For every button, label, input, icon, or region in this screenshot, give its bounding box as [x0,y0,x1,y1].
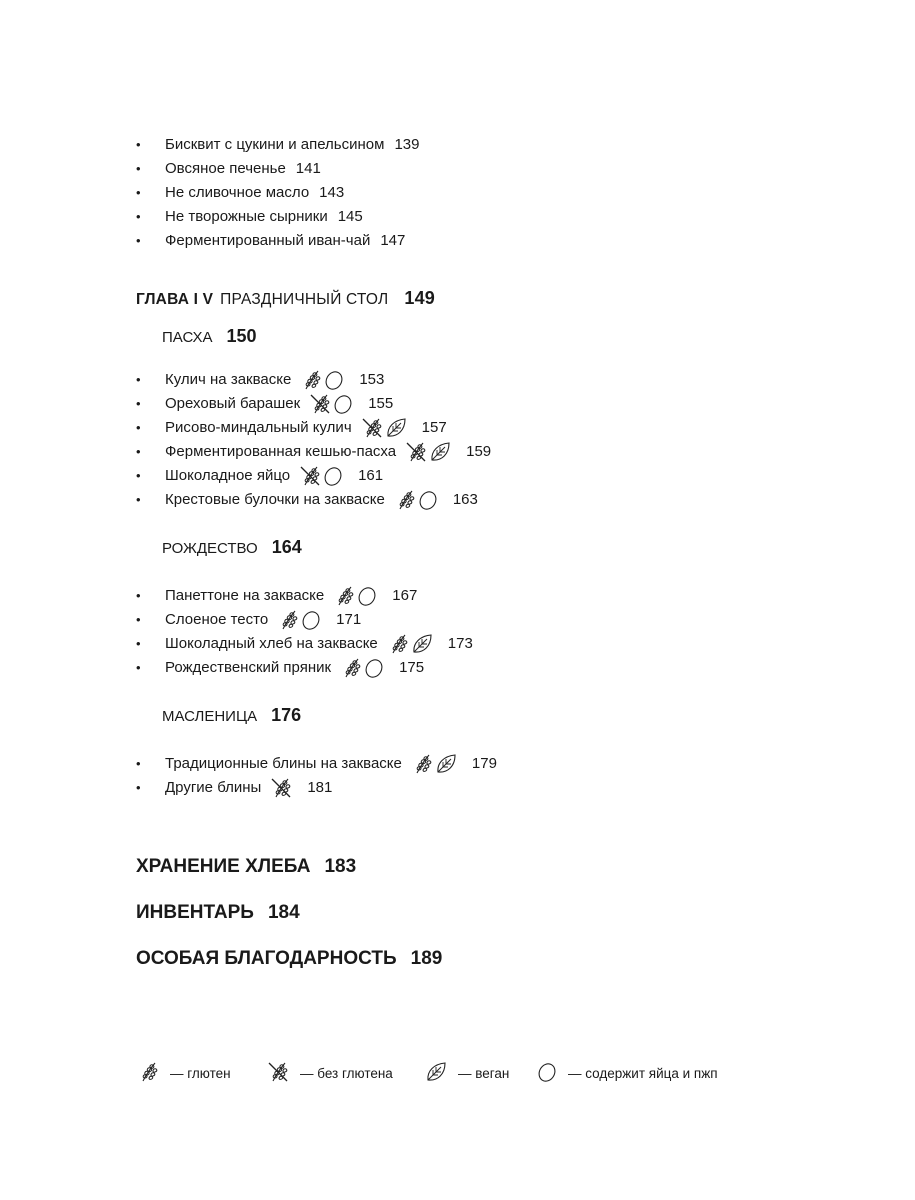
bullet: • [136,372,141,387]
section-page: 164 [271,537,302,557]
entry-page: 189 [410,948,443,969]
section-title: РОЖДЕСТВО [162,540,258,557]
toc-item-page: 153 [359,371,385,388]
bullet: • [136,185,141,200]
toc-item-title: Бисквит с цукини и апельсином [165,136,385,153]
toc-item-page: 143 [319,184,345,201]
toc-item[interactable] [136,205,419,229]
toc-item[interactable] [136,368,491,392]
toc-list-easter [136,368,491,512]
legend-item-gluten-free [266,1060,424,1087]
bullet: • [136,756,141,771]
toc-item[interactable] [136,157,419,181]
egg-icon [417,488,439,512]
bullet: • [136,612,141,627]
bullet: • [136,161,141,176]
toc-item[interactable] [136,584,473,608]
toc-item-title: Шоколадное яйцо [165,467,291,484]
chapter-page: 149 [404,288,435,308]
entry-title: ОСОБАЯ БЛАГОДАРНОСТЬ [136,948,397,969]
toc-item[interactable] [136,392,491,416]
gluten-icon [386,632,410,656]
gluten-icon [410,752,434,776]
bullet: • [136,660,141,675]
vegan-icon [434,752,458,776]
diet-icons [360,416,408,440]
chapter-title: ПРАЗДНИЧНЫЙ СТОЛ [220,291,389,308]
gluten-icon [136,1060,160,1084]
diet-icons [299,368,345,392]
egg-icon [322,464,344,488]
toc-item-title: Ореховый барашек [165,395,301,412]
toc-item[interactable] [136,229,419,253]
toc-item-title: Не сливочное масло [165,184,310,201]
toc-item[interactable] [136,488,491,512]
diet-icons [332,584,378,608]
bullet: • [136,137,141,152]
gluten-free-icon [266,1060,290,1084]
toc-item-page: 175 [399,659,425,676]
toc-item-title: Рождественский пряник [165,659,332,676]
toc-item-page: 141 [295,160,321,177]
legend-icon [536,1060,558,1087]
toc-item-title: Другие блины [165,779,262,796]
egg-icon [332,392,354,416]
vegan-icon [428,440,452,464]
section-heading-maslenitsa[interactable] [162,705,301,726]
bullet: • [136,209,141,224]
toc-item-page: 145 [337,208,363,225]
gluten-icon [393,488,417,512]
section-page: 176 [271,705,302,725]
bullet: • [136,468,141,483]
toc-entry-acknowledgements[interactable] [136,948,442,970]
gluten-icon [339,656,363,680]
icon-legend [136,1060,718,1086]
bullet: • [136,233,141,248]
legend-label: — без глютена [300,1065,393,1081]
vegan-icon [384,416,408,440]
toc-item[interactable] [136,632,473,656]
chapter-label: ГЛАВА I V [136,291,214,308]
toc-item-title: Кулич на закваске [165,371,292,388]
toc-item-title: Традиционные блины на закваске [165,755,402,772]
toc-item-title: Ферментированный иван-чай [165,232,371,249]
diet-icons [386,632,434,656]
gluten-free-icon [308,392,332,416]
entry-title: ИНВЕНТАРЬ [136,902,254,923]
diet-icons [404,440,452,464]
toc-item-title: Рисово-миндальный кулич [165,419,352,436]
toc-item-page: 157 [421,419,447,436]
section-title: ПАСХА [162,329,213,346]
legend-item-vegan [424,1060,536,1087]
legend-label: — глютен [170,1065,231,1081]
toc-item-page: 161 [358,467,384,484]
toc-item-page: 155 [368,395,394,412]
diet-icons [410,752,458,776]
diet-icons [276,608,322,632]
toc-item[interactable] [136,776,497,800]
toc-list-maslenitsa [136,752,497,800]
toc-item[interactable] [136,181,419,205]
diet-icons [269,776,293,800]
toc-item-title: Не творожные сырники [165,208,328,225]
toc-item[interactable] [136,416,491,440]
gluten-free-icon [360,416,384,440]
toc-item-page: 159 [466,443,492,460]
toc-item-title: Шоколадный хлеб на закваске [165,635,378,652]
gluten-icon [276,608,300,632]
toc-item-title: Овсяное печенье [165,160,286,177]
bullet: • [136,588,141,603]
toc-item-title: Ферментированная кешью-пасха [165,443,397,460]
legend-item-egg [536,1060,718,1087]
egg-icon [363,656,385,680]
bullet: • [136,444,141,459]
entry-page: 183 [324,856,357,877]
vegan-icon [410,632,434,656]
section-title: МАСЛЕНИЦА [162,708,258,725]
bullet: • [136,780,141,795]
gluten-icon [299,368,323,392]
legend-icon [424,1060,448,1087]
toc-item-page: 147 [380,232,406,249]
legend-icon [266,1060,290,1087]
toc-item-page: 139 [394,136,420,153]
egg-icon [356,584,378,608]
entry-title: ХРАНЕНИЕ ХЛЕБА [136,856,311,877]
diet-icons [298,464,344,488]
toc-item-title: Крестовые булочки на закваске [165,491,385,508]
vegan-icon [424,1060,448,1084]
toc-item[interactable] [136,608,473,632]
toc-item[interactable] [136,440,491,464]
toc-item-page: 163 [452,491,478,508]
section-heading-christmas[interactable] [162,537,302,558]
bullet: • [136,492,141,507]
egg-icon [323,368,345,392]
legend-label: — содержит яйца и пжп [568,1065,718,1081]
toc-item-page: 179 [471,755,497,772]
gluten-free-icon [298,464,322,488]
section-page: 150 [226,326,257,346]
toc-item-page: 173 [447,635,473,652]
diet-icons [393,488,439,512]
gluten-icon [332,584,356,608]
bullet: • [136,420,141,435]
toc-list-christmas [136,584,473,680]
gluten-free-icon [404,440,428,464]
egg-icon [300,608,322,632]
gluten-free-icon [269,776,293,800]
bullet: • [136,396,141,411]
bullet: • [136,636,141,651]
toc-item[interactable] [136,656,473,680]
toc-item-page: 181 [307,779,333,796]
toc-list-top [136,133,419,253]
diet-icons [339,656,385,680]
diet-icons [308,392,354,416]
section-heading-easter[interactable] [162,326,257,347]
toc-item[interactable] [136,752,497,776]
entry-page: 184 [267,902,300,923]
toc-item[interactable] [136,464,491,488]
toc-item-page: 167 [392,587,418,604]
toc-entry-equipment[interactable] [136,902,300,924]
legend-label: — веган [458,1065,510,1081]
toc-item-title: Панеттоне на закваске [165,587,325,604]
toc-item[interactable] [136,133,419,157]
toc-entry-bread-storage[interactable] [136,856,356,878]
toc-item-page: 171 [336,611,362,628]
legend-icon [136,1060,160,1087]
legend-item-gluten [136,1060,266,1087]
egg-icon [536,1060,558,1084]
chapter-heading[interactable] [136,288,435,309]
toc-item-title: Слоеное тесто [165,611,269,628]
